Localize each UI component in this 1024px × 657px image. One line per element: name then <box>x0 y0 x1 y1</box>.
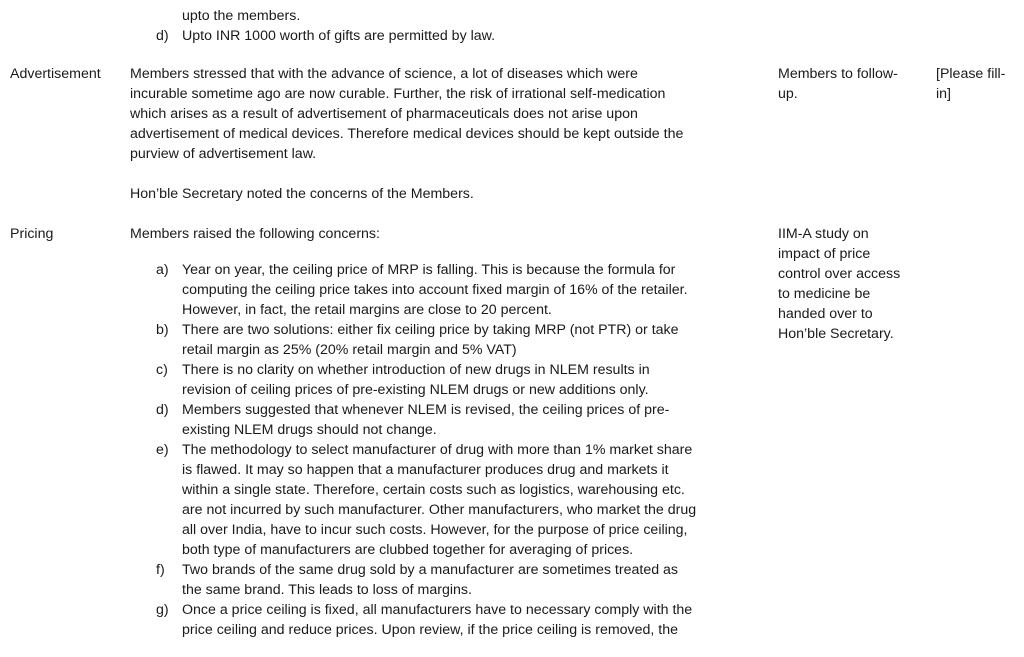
text-line: to medicine be <box>778 286 871 302</box>
list-marker: d) <box>156 28 169 44</box>
pricing-intro: Members raised the following concerns: <box>130 226 380 242</box>
list-item-d <box>156 26 776 46</box>
text-line: up. <box>778 86 798 102</box>
text-line: all over India, have to incur such costs. However, for the purpose of price ceiling, <box>182 522 688 538</box>
list-marker: c) <box>156 362 168 378</box>
list-marker: d) <box>156 402 169 418</box>
text-line: Members to follow- <box>778 66 898 82</box>
text-line: However, in fact, the retail margins are close to 20 percent. <box>182 302 552 318</box>
text-line: Once a price ceiling is fixed, all manufacturers have to necessary comply with the <box>182 602 693 618</box>
advertisement-status <box>936 64 1022 104</box>
text-line: There is no clarity on whether introduction of new drugs in NLEM results in <box>182 362 650 378</box>
text-line: which arises as a result of advertisement of pharmaceuticals does not arise upon <box>130 106 638 122</box>
text-line: retail margin as 25% (20% retail margin and 5% VAT) <box>182 342 517 358</box>
continued-line: upto the members. <box>182 8 301 24</box>
pricing-action <box>778 224 918 344</box>
list-item-c <box>156 360 772 400</box>
text-line: IIM-A study on <box>778 226 869 242</box>
list-item-e <box>156 440 772 560</box>
text-line: is flawed. It may so happen that a manufacturer produces drug and markets it <box>182 462 669 478</box>
text-line: [Please fill- <box>936 66 1006 82</box>
secretary-note: Hon’ble Secretary noted the concerns of the Members. <box>130 186 474 202</box>
text-line: existing NLEM drugs should not change. <box>182 422 437 438</box>
list-item-text: Upto INR 1000 worth of gifts are permitted by law. <box>182 28 496 44</box>
text-line: purview of advertisement law. <box>130 146 317 162</box>
topic-pricing: Pricing <box>10 226 54 242</box>
text-line: Members stressed that with the advance of science, a lot of diseases which were <box>130 66 638 82</box>
text-line: advertisement of medical devices. Therefore medical devices should be kept outside the <box>130 126 684 142</box>
list-marker: b) <box>156 322 169 338</box>
text-line: price ceiling and reduce prices. Upon review, if the price ceiling is removed, the <box>182 622 679 638</box>
text-line: in] <box>936 86 951 102</box>
text-line: within a single state. Therefore, certain costs such as logistics, warehousing etc. <box>182 482 685 498</box>
list-item-a <box>156 260 772 320</box>
text-line: The methodology to select manufacturer of drug with more than 1% market share <box>182 442 693 458</box>
text-line: are not incurred by such manufacturer. Other manufacturers, who market the drug <box>182 502 697 518</box>
pricing-concerns-list <box>156 260 772 640</box>
text-line: Hon’ble Secretary. <box>778 326 894 342</box>
text-line: Year on year, the ceiling price of MRP is falling. This is because the formula for <box>182 262 676 278</box>
text-line: control over access <box>778 266 901 282</box>
list-marker: e) <box>156 442 169 458</box>
text-line: impact of price <box>778 246 871 262</box>
text-line: incurable sometime ago are now curable. Further, the risk of irrational self-medication <box>130 86 666 102</box>
list-marker: g) <box>156 602 169 618</box>
text-line: both type of manufacturers are clubbed together for averaging of prices. <box>182 542 634 558</box>
list-item-g <box>156 600 772 640</box>
advertisement-action <box>778 64 918 104</box>
text-line: Two brands of the same drug sold by a manufacturer are sometimes treated as <box>182 562 679 578</box>
topic-advertisement: Advertisement <box>10 66 101 82</box>
list-item-f <box>156 560 772 600</box>
text-line: revision of ceiling prices of pre-existing NLEM drugs or new additions only. <box>182 382 649 398</box>
text-line: There are two solutions: either fix ceiling price by taking MRP (not PTR) or take <box>182 322 679 338</box>
text-line: handed over to <box>778 306 873 322</box>
text-line: Members suggested that whenever NLEM is revised, the ceiling prices of pre- <box>182 402 670 418</box>
list-item-b <box>156 320 772 360</box>
text-line: the same brand. This leads to loss of margins. <box>182 582 472 598</box>
list-marker: a) <box>156 262 169 278</box>
text-line: computing the ceiling price takes into account fixed margin of 16% of the retailer. <box>182 282 688 298</box>
advertisement-paragraph <box>130 64 760 164</box>
list-marker: f) <box>156 562 165 578</box>
list-item-d <box>156 400 772 440</box>
